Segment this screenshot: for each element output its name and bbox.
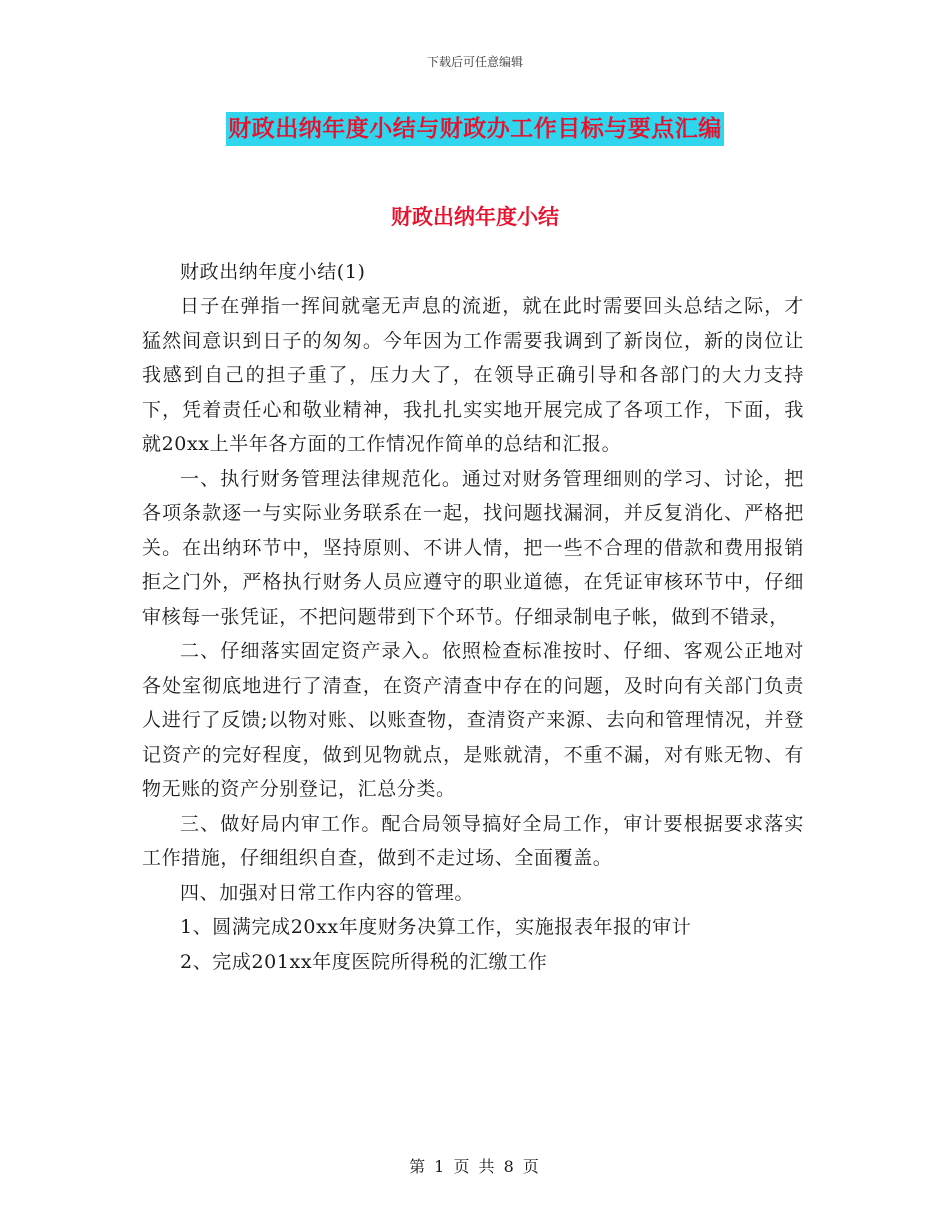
paragraph-intro: 日子在弹指一挥间就毫无声息的流逝，就在此时需要回头总结之际，才猛然间意识到日子的匆匆。今年因为工作需要我调到了新岗位，新的岗位让我感到自己的担子重了，压力大了，在领导正确引导和各部门的大力支持下，凭着责任心和敬业精神，我扎扎实实地开展完成了各项工作，下面，我就20xx上半年各方面的工作情况作简单的总结和汇报。 (142, 295, 804, 455)
list-item: 1、圆满完成20xx年度财务决算工作，实施报表年报的审计 (180, 916, 692, 938)
paragraph-section-4: 四、加强对日常工作内容的管理。 (180, 881, 475, 904)
document-title: 财政出纳年度小结与财政办工作目标与要点汇编 (226, 112, 724, 146)
paragraph-section-2: 二、仔细落实固定资产录入。依照检查标准按时、仔细、客观公正地对各处室彻底地进行了清查，在资产清查中存在的问题，及时向有关部门负责人进行了反馈;以物对账、以账查物，查清资产来源、去向和管理情况，并登记资产的完好程度，做到见物就点，是账就清，不重不漏，对有账无物、有物无账的资产分别登记，汇总分类。 (142, 640, 804, 800)
subtitle: 财政出纳年度小结(1) (180, 260, 366, 283)
document-body (142, 220, 804, 979)
header-note: 下载后可任意编辑 (426, 55, 523, 69)
section-title: 财政出纳年度小结 (391, 205, 559, 229)
paragraph-section-3: 三、做好局内审工作。配合局领导搞好全局工作，审计要根据要求落实工作措施，仔细组织自查，做到不走过场、全面覆盖。 (142, 812, 804, 869)
page-footer: 第 1 页 共 8 页 (409, 1157, 541, 1176)
document-title-wrapper (0, 112, 950, 146)
paragraph-section-1: 一、执行财务管理法律规范化。通过对财务管理细则的学习、讨论，把各项条款逐一与实际业务联系在一起，找问题找漏洞，并反复消化、严格把关。在出纳环节中，坚持原则、不讲人情，把一些不合理的借款和费用报销拒之门外，严格执行财务人员应遵守的职业道德，在凭证审核环节中，仔细审核每一张凭证，不把问题带到下个环节。仔细录制电子帐，做到不错录， (142, 467, 804, 628)
list-item: 2、完成201xx年度医院所得税的汇缴工作 (180, 950, 548, 973)
